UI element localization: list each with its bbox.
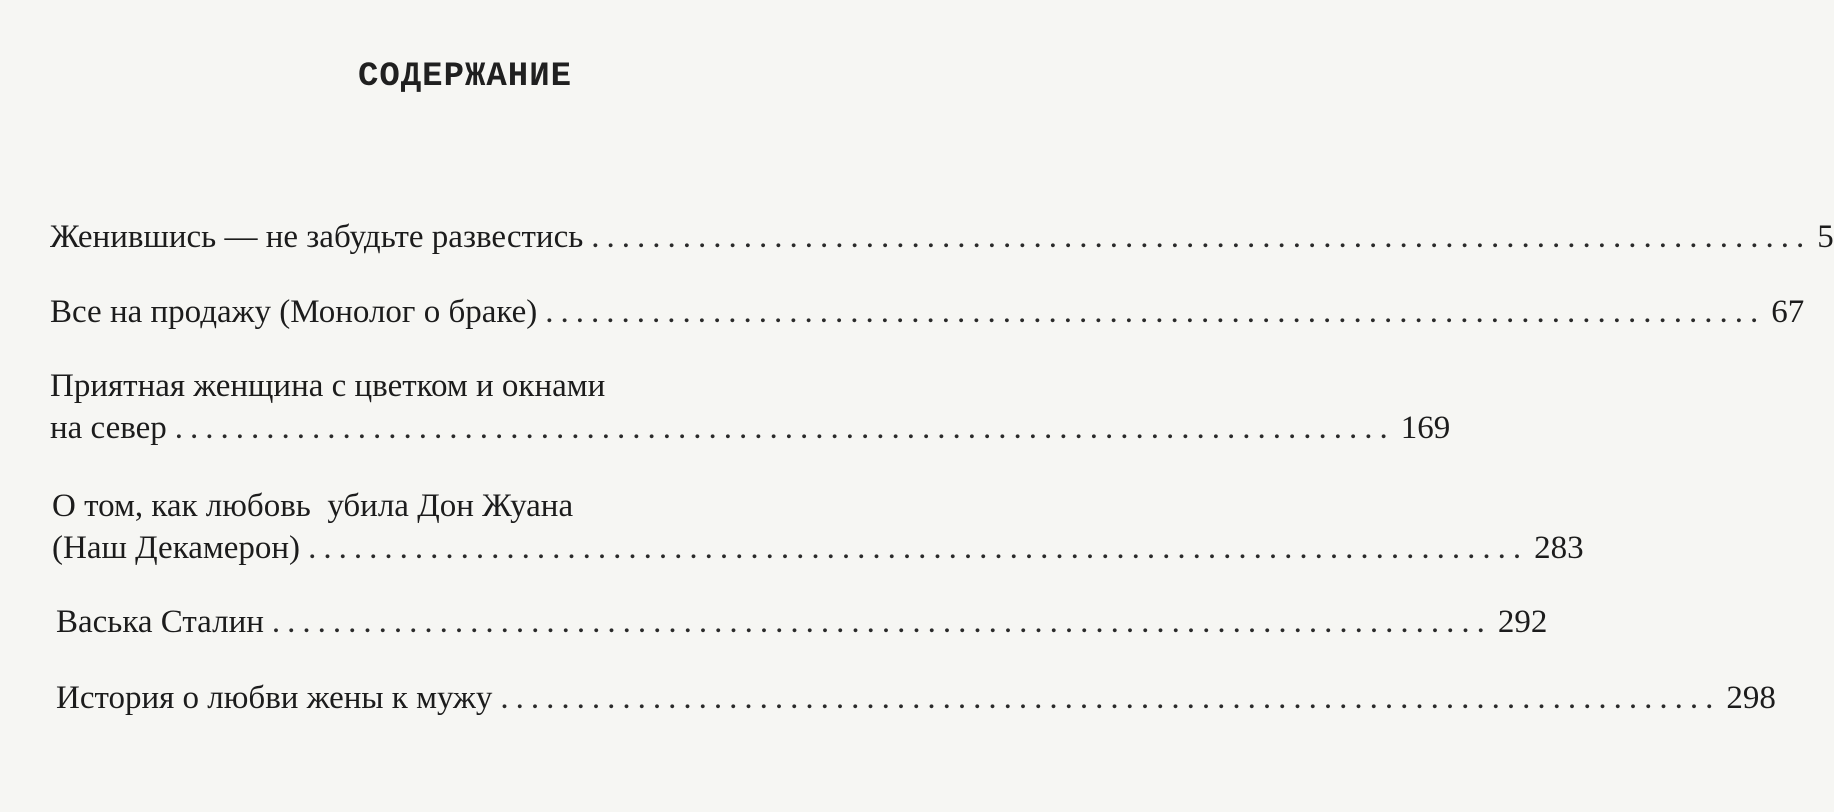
toc-entry-title-line1: Приятная женщина с цветком и окнами [50,368,606,404]
dot-leader: ................................................................................ [591,219,1812,255]
toc-entry-line [50,215,1834,259]
page-title: СОДЕРЖАНИЕ [357,58,573,96]
toc-entry-title-line2: (Наш Декамерон) [52,530,301,566]
toc-entry-title-line2: на север [50,410,167,446]
dot-leader: ................................................................................ [271,604,1492,640]
toc-entry-line [50,290,1805,334]
toc-entry [56,600,1548,644]
toc-entry-page: 67 [1771,294,1805,330]
dot-leader: ................................................................................ [545,294,1766,330]
toc-entry-line [50,364,880,408]
toc-entry [50,215,1834,259]
toc-entry [52,484,1584,570]
toc-entry-line [50,406,1451,450]
toc-entry [50,290,1805,334]
toc-entry-line [52,484,880,528]
toc-entry-line [52,526,1584,570]
dot-leader: ................................................................................ [174,410,1395,446]
dot-leader: ................................................................................ [308,530,1529,566]
toc-entry-page: 283 [1534,530,1584,566]
dot-leader: ................................................................................ [500,680,1721,716]
toc-entry-line [56,600,1548,644]
toc-entry-line [56,676,1776,720]
toc-entry-page: 292 [1497,604,1548,640]
toc-entry-title: Все на продажу (Монолог о браке) [50,294,538,330]
toc-entry-page: 298 [1726,680,1776,716]
toc-entry-page: 5 [1817,219,1834,255]
toc-entry-title: Женившись — не забудьте развестись [50,219,584,255]
toc-entry-title: Васька Сталин [56,604,264,640]
toc-entry-title-line1: О том, как любовь убила Дон Жуана [52,488,574,524]
toc-entry [50,364,1451,450]
toc-entry [56,676,1776,720]
toc-entry-title: История о любви жены к мужу [56,680,493,716]
toc-entry-page: 169 [1400,410,1451,446]
